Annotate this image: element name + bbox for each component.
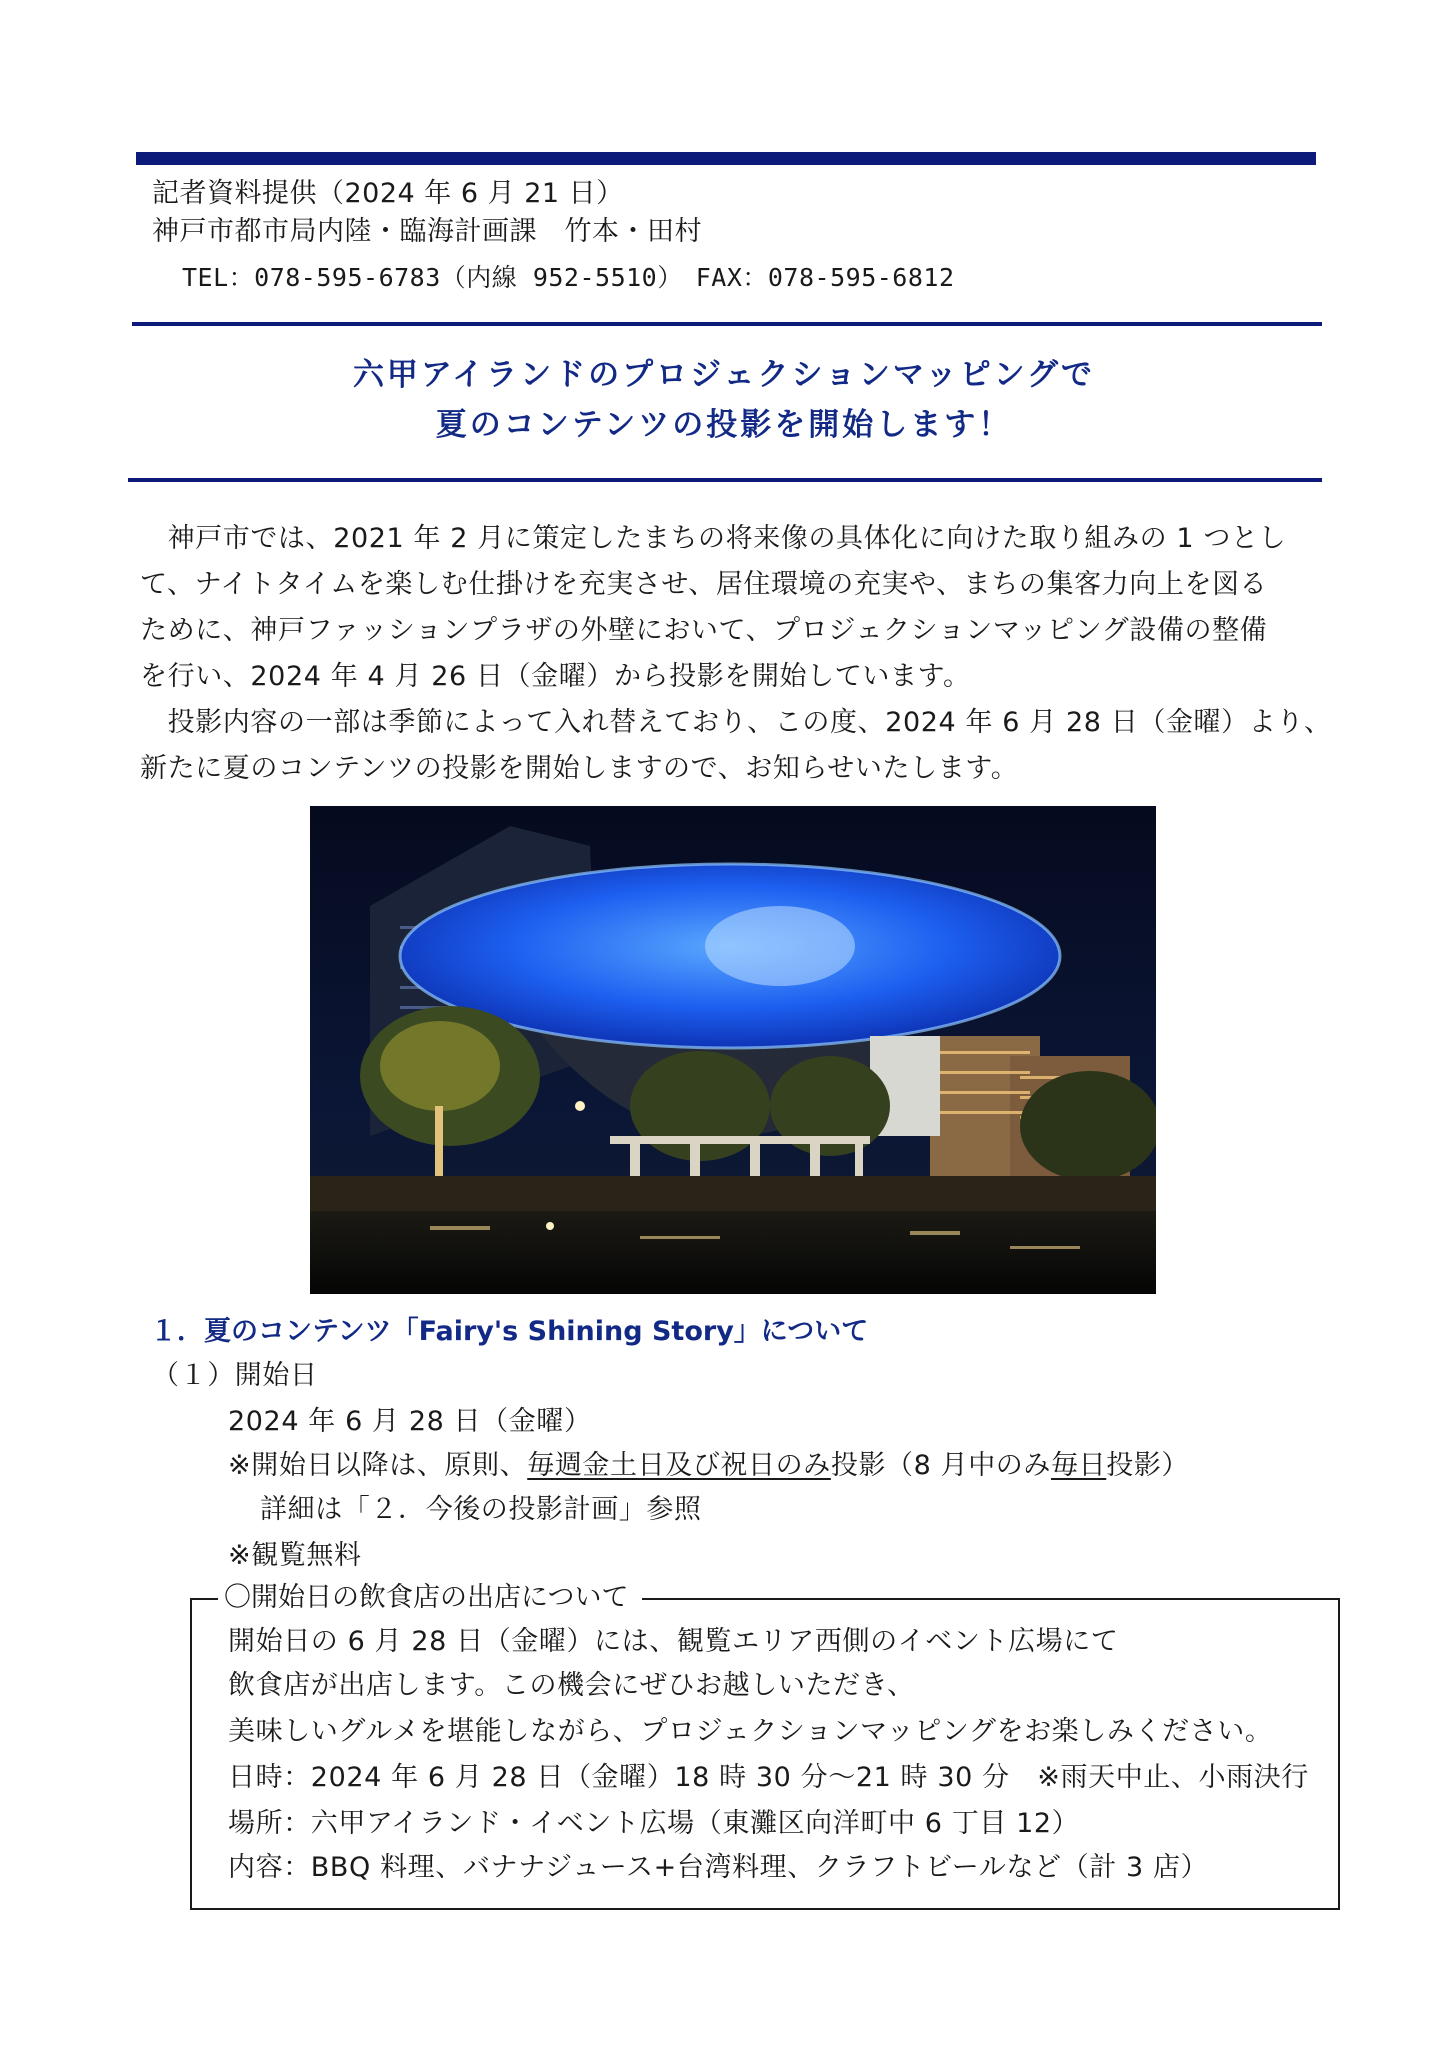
title-bottom-rule bbox=[128, 478, 1322, 482]
section-1-heading: １．夏のコンテンツ「Fairy's Shining Story」について bbox=[150, 1316, 869, 1347]
department: 神戸市都市局内陸・臨海計画課 竹本・田村 bbox=[152, 216, 702, 247]
schedule-note-prefix: ※開始日以降は、原則、 bbox=[228, 1450, 528, 1481]
free-admission-note: ※観覧無料 bbox=[228, 1540, 362, 1571]
schedule-detail: 詳細は「２．今後の投影計画」参照 bbox=[260, 1494, 702, 1525]
schedule-note-mid: 投影（8 月中のみ bbox=[830, 1450, 1052, 1481]
notice-datetime: 日時：2024 年 6 月 28 日（金曜）18 時 30 分～21 時 30 分 ※雨天中止、小雨決行 bbox=[228, 1762, 1309, 1793]
notice-line: 美味しいグルメを堪能しながら、プロジェクションマッピングをお楽しみください。 bbox=[228, 1716, 1273, 1747]
schedule-note-daily: 毎日 bbox=[1051, 1450, 1107, 1481]
food-stall-notice-title: 〇開始日の飲食店の出店について bbox=[218, 1578, 642, 1618]
header-bottom-rule bbox=[132, 322, 1322, 326]
intro-line: ために、神戸ファッションプラザの外壁において、プロジェクションマッピング設備の整備 bbox=[140, 615, 1268, 646]
schedule-note bbox=[228, 1446, 1189, 1486]
notice-contents: 内容：BBQ 料理、バナナジュース+台湾料理、クラフトビールなど（計 3 店） bbox=[228, 1852, 1209, 1883]
night-photo-projection-mapping-icon bbox=[310, 806, 1156, 1294]
projection-mapping-photo bbox=[310, 806, 1156, 1294]
schedule-note-suffix: 投影） bbox=[1106, 1450, 1190, 1481]
intro-line: て、ナイトタイムを楽しむ仕掛けを充実させ、居住環境の充実や、まちの集客力向上を図る bbox=[140, 569, 1268, 600]
page-title-line1: 六甲アイランドのプロジェクションマッピングで bbox=[352, 357, 1096, 393]
notice-location: 場所：六甲アイランド・イベント広場（東灘区向洋町中 6 丁目 12） bbox=[228, 1808, 1080, 1839]
intro-line: 神戸市では、2021 年 2 月に策定したまちの将来像の具体化に向けた取り組みの 1 つとし bbox=[140, 523, 1287, 554]
intro-line: 新たに夏のコンテンツの投影を開始しますので、お知らせいたします。 bbox=[140, 753, 1019, 784]
press-date: 記者資料提供（2024 年 6 月 21 日） bbox=[152, 178, 624, 209]
intro-line: を行い、2024 年 4 月 26 日（金曜）から投影を開始しています。 bbox=[140, 661, 971, 692]
intro-line: 投影内容の一部は季節によって入れ替えており、この度、2024 年 6 月 28 日（金曜）より、 bbox=[140, 707, 1332, 738]
start-date-value: 2024 年 6 月 28 日（金曜） bbox=[228, 1406, 592, 1437]
contact-info: TEL：078-595-6783（内線 952-5510） FAX：078-595-6812 bbox=[182, 263, 955, 292]
notice-line: 開始日の 6 月 28 日（金曜）には、観覧エリア西側のイベント広場にて bbox=[228, 1626, 1119, 1657]
schedule-note-days: 毎週金土日及び祝日のみ bbox=[527, 1450, 831, 1481]
intro-paragraph-1 bbox=[140, 516, 1332, 792]
notice-line: 飲食店が出店します。この機会にぜひお越しいただき、 bbox=[228, 1670, 915, 1701]
subsection-start-date: （１）開始日 bbox=[152, 1360, 318, 1391]
page-title-line2: 夏のコンテンツの投影を開始します！ bbox=[435, 407, 1013, 443]
header-top-rule bbox=[136, 152, 1316, 165]
